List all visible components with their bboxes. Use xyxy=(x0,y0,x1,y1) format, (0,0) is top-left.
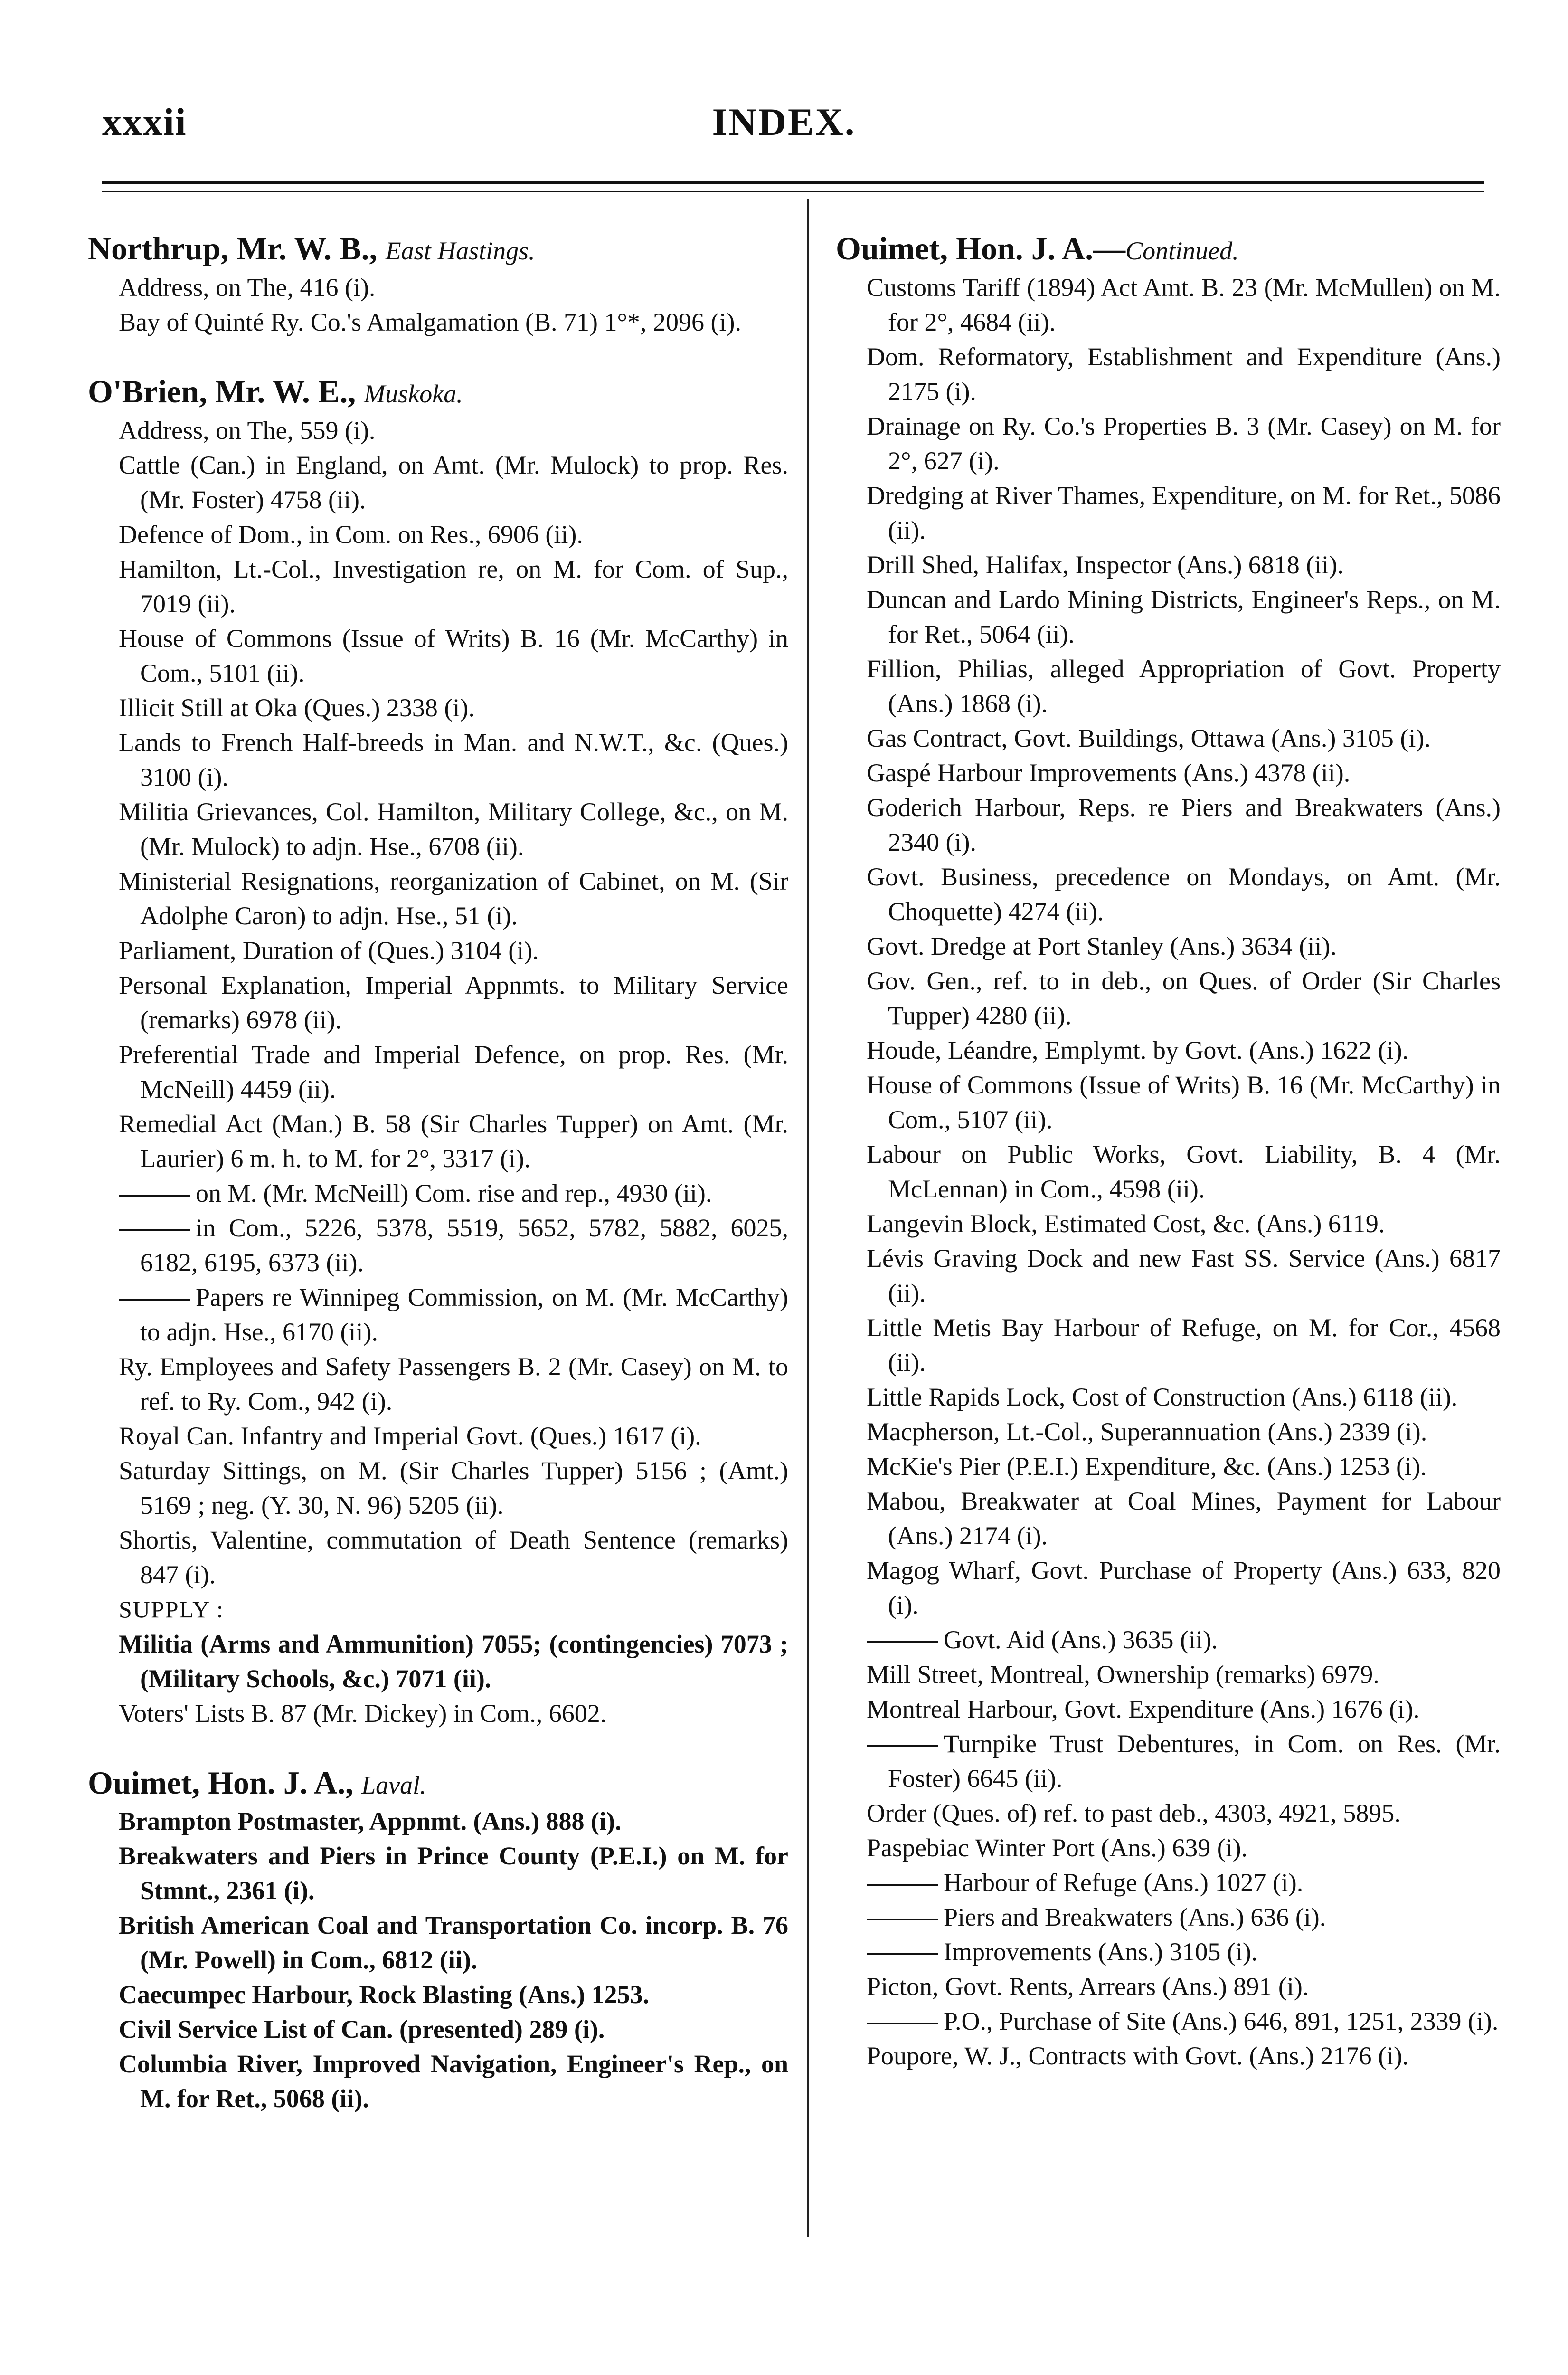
item-text: Govt. Dredge at Port Stanley (Ans.) 3634 (ii). xyxy=(867,931,1337,960)
item-text: British American Coal and Transportation Co. incorp. B. 76 (Mr. Powell) in Com., 6812 (ii). xyxy=(119,1911,788,1975)
ditto-dash xyxy=(867,1953,938,1955)
ditto-dash xyxy=(867,1919,938,1920)
item-text: Papers re Winnipeg Commission, on M. (Mr. McCarthy) to adjn. Hse., 6170 (ii). xyxy=(140,1282,788,1346)
constituency: Muskoka. xyxy=(364,379,463,408)
constituency: East Hastings. xyxy=(385,237,535,265)
index-item xyxy=(836,1068,1501,1137)
item-text: Improvements (Ans.) 3105 (i). xyxy=(944,1937,1258,1966)
item-text: Breakwaters and Piers in Prince County (P.E.I.) on M. for Stmnt., 2361 (i). xyxy=(119,1842,788,1905)
ditto-dash xyxy=(119,1299,190,1301)
index-item xyxy=(88,2012,788,2047)
item-text: Fillion, Philias, alleged Appropriation of Govt. Property (Ans.) 1868 (i). xyxy=(867,654,1501,718)
item-text: Illicit Still at Oka (Ques.) 2338 (i). xyxy=(119,693,475,722)
index-item xyxy=(836,1449,1501,1484)
item-text: Caecumpec Harbour, Rock Blasting (Ans.) 1253. xyxy=(119,1980,650,2009)
item-text: Poupore, W. J., Contracts with Govt. (Ans.) 2176 (i). xyxy=(867,2041,1409,2070)
item-text: Militia Grievances, Col. Hamilton, Military College, &c., on M. (Mr. Mulock) to adjn. Hse., 6708 (ii). xyxy=(119,797,788,861)
index-item xyxy=(88,1454,788,1523)
item-text: Little Metis Bay Harbour of Refuge, on M. for Cor., 4568 (ii). xyxy=(867,1313,1501,1377)
index-subitem xyxy=(836,1865,1501,1900)
item-text: Brampton Postmaster, Appnmt. (Ans.) 888 (i). xyxy=(119,1807,622,1836)
item-text: Harbour of Refuge (Ans.) 1027 (i). xyxy=(944,1868,1304,1897)
item-text: Lands to French Half-breeds in Man. and N.W.T., &c. (Ques.) 3100 (i). xyxy=(119,728,788,791)
ditto-dash xyxy=(867,1884,938,1886)
item-text: House of Commons (Issue of Writs) B. 16 (Mr. McCarthy) in Com., 5107 (ii). xyxy=(867,1070,1501,1134)
item-text: Address, on The, 416 (i). xyxy=(119,273,376,302)
index-item xyxy=(88,725,788,795)
index-item xyxy=(88,795,788,864)
item-text: Langevin Block, Estimated Cost, &c. (Ans.) 6119. xyxy=(867,1209,1385,1238)
member-name-text: Ouimet, Hon. J. A., xyxy=(88,1764,362,1801)
item-text: Voters' Lists B. 87 (Mr. Dickey) in Com., 6602. xyxy=(119,1699,607,1728)
index-item xyxy=(836,270,1501,340)
member-name xyxy=(88,231,788,266)
member-name-text: Northrup, Mr. W. B., xyxy=(88,230,386,266)
index-item xyxy=(836,1553,1501,1623)
continued-label: Continued. xyxy=(1125,237,1239,265)
item-text: Houde, Léandre, Emplymt. by Govt. (Ans.) 1622 (i). xyxy=(867,1036,1409,1064)
index-subitem xyxy=(836,1727,1501,1796)
index-item xyxy=(88,1627,788,1696)
item-text: Drill Shed, Halifax, Inspector (Ans.) 6818 (ii). xyxy=(867,550,1344,579)
item-text: Govt. Business, precedence on Mondays, on Amt. (Mr. Choquette) 4274 (ii). xyxy=(867,862,1501,926)
index-subitem xyxy=(836,1623,1501,1657)
index-item xyxy=(836,756,1501,790)
ditto-dash xyxy=(119,1229,190,1231)
item-text: Dredging at River Thames, Expenditure, on M. for Ret., 5086 (ii). xyxy=(867,481,1501,544)
index-subitem xyxy=(836,1935,1501,1969)
item-text: SUPPLY : xyxy=(119,1596,224,1623)
index-subitem xyxy=(88,1211,788,1280)
index-subitem xyxy=(836,2004,1501,2039)
item-text: on M. (Mr. McNeill) Com. rise and rep., 4930 (ii). xyxy=(196,1178,712,1207)
index-item xyxy=(836,548,1501,582)
ditto-dash xyxy=(867,1745,938,1747)
index-item xyxy=(836,1657,1501,1692)
index-item xyxy=(836,2039,1501,2073)
item-text: Lévis Graving Dock and new Fast SS. Service (Ans.) 6817 (ii). xyxy=(867,1244,1501,1307)
index-item xyxy=(88,552,788,621)
item-text: House of Commons (Issue of Writs) B. 16 (Mr. McCarthy) in Com., 5101 (ii). xyxy=(119,624,788,687)
item-text: Little Rapids Lock, Cost of Construction (Ans.) 6118 (ii). xyxy=(867,1382,1458,1411)
running-title: INDEX. xyxy=(712,100,856,143)
header-rule-thick xyxy=(102,181,1484,184)
item-text: Labour on Public Works, Govt. Liability, B. 4 (Mr. McLennan) in Com., 4598 (ii). xyxy=(867,1140,1501,1203)
index-item xyxy=(88,517,788,552)
index-item xyxy=(836,1692,1501,1727)
header-rule-thin xyxy=(102,191,1484,192)
item-text: Address, on The, 559 (i). xyxy=(119,416,376,445)
index-item xyxy=(836,1033,1501,1068)
item-text: Parliament, Duration of (Ques.) 3104 (i). xyxy=(119,936,539,965)
index-item xyxy=(88,270,788,305)
index-subitem xyxy=(836,1900,1501,1935)
page-header xyxy=(0,100,1568,152)
item-text: Dom. Reformatory, Establishment and Expenditure (Ans.) 2175 (i). xyxy=(867,342,1501,406)
index-item xyxy=(88,864,788,933)
item-text: Gov. Gen., ref. to in deb., on Ques. of Order (Sir Charles Tupper) 4280 (ii). xyxy=(867,966,1501,1030)
item-text: Govt. Aid (Ans.) 3635 (ii). xyxy=(944,1625,1218,1654)
index-item xyxy=(836,1484,1501,1553)
index-item xyxy=(836,1137,1501,1206)
index-item xyxy=(88,2047,788,2116)
index-item xyxy=(88,1523,788,1592)
index-item xyxy=(88,413,788,448)
index-item xyxy=(836,478,1501,548)
index-item xyxy=(88,1419,788,1454)
index-item xyxy=(88,1037,788,1107)
item-text: Defence of Dom., in Com. on Res., 6906 (ii). xyxy=(119,520,583,549)
item-text: Saturday Sittings, on M. (Sir Charles Tupper) 5156 ; (Amt.) 5169 ; neg. (Y. 30, N. 96) 5205 (ii). xyxy=(119,1456,788,1520)
item-text: Macpherson, Lt.-Col., Superannuation (Ans.) 2339 (i). xyxy=(867,1417,1427,1446)
column-divider xyxy=(807,200,809,2237)
index-item xyxy=(836,1415,1501,1449)
index-item xyxy=(836,929,1501,964)
ditto-dash xyxy=(119,1195,190,1197)
index-item xyxy=(88,448,788,517)
item-text: Personal Explanation, Imperial Appnmts. to Military Service (remarks) 6978 (ii). xyxy=(119,970,788,1034)
index-item xyxy=(88,1107,788,1176)
index-item xyxy=(88,621,788,691)
index-item xyxy=(836,409,1501,478)
left-column xyxy=(88,218,788,2116)
index-item xyxy=(836,1969,1501,2004)
item-text: Mabou, Breakwater at Coal Mines, Payment for Labour (Ans.) 2174 (i). xyxy=(867,1486,1501,1550)
item-text: Ry. Employees and Safety Passengers B. 2 (Mr. Casey) on M. to ref. to Ry. Com., 942 (i). xyxy=(119,1352,788,1416)
index-item xyxy=(88,1839,788,1908)
member-name xyxy=(88,1765,788,1801)
index-item xyxy=(88,691,788,725)
item-text: Royal Can. Infantry and Imperial Govt. (Ques.) 1617 (i). xyxy=(119,1421,701,1450)
index-subitem xyxy=(88,1280,788,1349)
item-text: Piers and Breakwaters (Ans.) 636 (i). xyxy=(944,1902,1326,1931)
index-item xyxy=(836,1206,1501,1241)
item-text: McKie's Pier (P.E.I.) Expenditure, &c. (Ans.) 1253 (i). xyxy=(867,1452,1427,1481)
item-text: P.O., Purchase of Site (Ans.) 646, 891, 1251, 2339 (i). xyxy=(944,2006,1499,2035)
item-text: Paspebiac Winter Port (Ans.) 639 (i). xyxy=(867,1833,1248,1862)
item-text: Hamilton, Lt.-Col., Investigation re, on M. for Com. of Sup., 7019 (ii). xyxy=(119,554,788,618)
item-text: Cattle (Can.) in England, on Amt. (Mr. Mulock) to prop. Res. (Mr. Foster) 4758 (ii). xyxy=(119,450,788,514)
item-text: Mill Street, Montreal, Ownership (remarks) 6979. xyxy=(867,1660,1379,1689)
section-heading xyxy=(88,1592,788,1627)
item-text: Remedial Act (Man.) B. 58 (Sir Charles Tupper) on Amt. (Mr. Laurier) 6 m. h. to M. for 2°, 3317 (i). xyxy=(119,1109,788,1173)
item-text: Duncan and Lardo Mining Districts, Engineer's Reps., on M. for Ret., 5064 (ii). xyxy=(867,585,1501,648)
item-text: Militia (Arms and Ammunition) 7055; (contingencies) 7073 ; (Military Schools, &c.) 7071 (ii). xyxy=(119,1629,788,1693)
item-text: Civil Service List of Can. (presented) 289 (i). xyxy=(119,2015,605,2044)
index-subitem xyxy=(88,1176,788,1211)
member-name-text: O'Brien, Mr. W. E., xyxy=(88,373,364,409)
item-text: Ministerial Resignations, reorganization of Cabinet, on M. (Sir Adolphe Caron) to adjn. Hse., 51 (i). xyxy=(119,866,788,930)
ditto-dash xyxy=(867,2023,938,2024)
index-item xyxy=(88,1977,788,2012)
index-item xyxy=(88,1696,788,1731)
item-text: Shortis, Valentine, commutation of Death Sentence (remarks) 847 (i). xyxy=(119,1525,788,1589)
item-text: Gas Contract, Govt. Buildings, Ottawa (Ans.) 3105 (i). xyxy=(867,723,1431,752)
item-text: Goderich Harbour, Reps. re Piers and Breakwaters (Ans.) 2340 (i). xyxy=(867,793,1501,856)
index-item xyxy=(88,305,788,340)
index-item xyxy=(836,340,1501,409)
item-text: Drainage on Ry. Co.'s Properties B. 3 (Mr. Casey) on M. for 2°, 627 (i). xyxy=(867,411,1501,475)
item-text: in Com., 5226, 5378, 5519, 5652, 5782, 5882, 6025, 6182, 6195, 6373 (ii). xyxy=(140,1213,788,1277)
index-item xyxy=(836,790,1501,860)
item-text: Gaspé Harbour Improvements (Ans.) 4378 (ii). xyxy=(867,758,1351,787)
ditto-dash xyxy=(867,1641,938,1643)
member-name xyxy=(836,231,1501,266)
index-item xyxy=(836,721,1501,756)
item-text: Preferential Trade and Imperial Defence, on prop. Res. (Mr. McNeill) 4459 (ii). xyxy=(119,1040,788,1103)
item-text: Columbia River, Improved Navigation, Engineer's Rep., on M. for Ret., 5068 (ii). xyxy=(119,2050,788,2113)
index-item xyxy=(88,968,788,1037)
member-name-text: Ouimet, Hon. J. A.— xyxy=(836,230,1126,266)
index-item xyxy=(88,1908,788,1977)
item-text: Customs Tariff (1894) Act Amt. B. 23 (Mr. McMullen) on M. for 2°, 4684 (ii). xyxy=(867,273,1501,336)
index-item xyxy=(836,964,1501,1033)
index-item xyxy=(88,1349,788,1419)
item-text: Bay of Quinté Ry. Co.'s Amalgamation (B. 71) 1°*, 2096 (i). xyxy=(119,307,742,336)
member-name xyxy=(88,374,788,409)
index-item xyxy=(88,933,788,968)
index-item xyxy=(836,860,1501,929)
item-text: Order (Ques. of) ref. to past deb., 4303, 4921, 5895. xyxy=(867,1798,1401,1827)
item-text: Picton, Govt. Rents, Arrears (Ans.) 891 (i). xyxy=(867,1972,1309,2001)
right-column xyxy=(836,218,1501,2073)
index-item xyxy=(88,1804,788,1839)
item-text: Montreal Harbour, Govt. Expenditure (Ans.) 1676 (i). xyxy=(867,1694,1420,1723)
index-item xyxy=(836,1380,1501,1415)
constituency: Laval. xyxy=(361,1770,426,1799)
index-item xyxy=(836,1796,1501,1831)
index-item xyxy=(836,1831,1501,1865)
index-item xyxy=(836,1241,1501,1311)
item-text: Turnpike Trust Debentures, in Com. on Res. (Mr. Foster) 6645 (ii). xyxy=(888,1729,1501,1793)
index-item xyxy=(836,652,1501,721)
index-item xyxy=(836,1311,1501,1380)
page-number: xxxii xyxy=(102,100,187,143)
index-item xyxy=(836,582,1501,652)
item-text: Magog Wharf, Govt. Purchase of Property (Ans.) 633, 820 (i). xyxy=(867,1556,1501,1619)
